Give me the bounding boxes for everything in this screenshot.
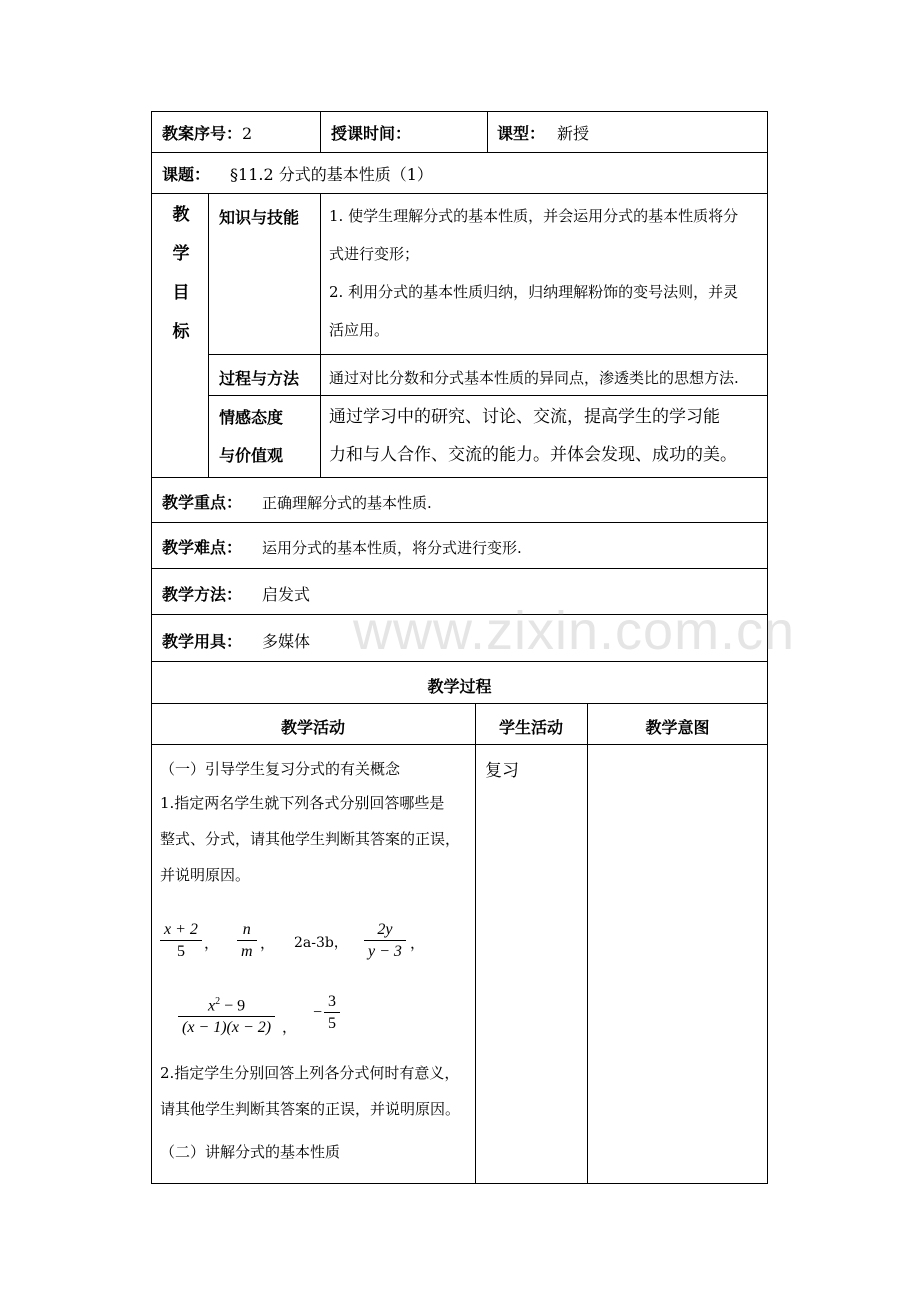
fraction-numerator: 2y	[377, 921, 393, 938]
separator: ，	[410, 934, 426, 952]
fraction-2y-over-y-minus-3	[364, 920, 406, 963]
instruction-line: 1.指定两名学生就下列各式分别回答哪些是	[160, 794, 445, 812]
fraction-x2-minus-9-over-product	[178, 992, 275, 1039]
key-point	[162, 490, 432, 513]
lesson-type-value: 新授	[557, 124, 590, 143]
key-point-value: 正确理解分式的基本性质.	[262, 494, 432, 512]
topic-value: §11.2 分式的基本性质（1）	[230, 165, 433, 184]
negative-sign: −	[313, 1004, 323, 1021]
fraction-denominator: 5	[176, 943, 185, 960]
separator: ，	[204, 934, 220, 952]
teaching-method-label: 教学方法：	[162, 585, 243, 604]
fraction-x-plus-2-over-5	[160, 920, 202, 963]
fraction-numerator: 3	[328, 993, 336, 1010]
teaching-method	[162, 582, 310, 605]
lesson-type	[497, 121, 589, 144]
lesson-number-label: 教案序号：	[162, 124, 243, 143]
lesson-type-label: 课型：	[497, 124, 546, 143]
teaching-tools-value: 多媒体	[262, 632, 311, 651]
fraction-denominator: (x − 1)(x − 2)	[182, 1019, 272, 1037]
process-method-text: 通过对比分数和分式基本性质的异同点，渗透类比的思想方法.	[329, 369, 739, 387]
column-header-student: 学生活动	[498, 718, 563, 737]
topic-label: 课题：	[162, 165, 211, 184]
section-review-heading: （一）引导学生复习分式的有关概念	[160, 760, 401, 778]
separator: ，	[282, 1018, 298, 1036]
instruction-line: 请其他学生判断其答案的正误，并说明原因。	[160, 1100, 461, 1118]
emotion-label	[219, 407, 283, 467]
emotion-line: 通过学习中的研究、讨论、交流，提高学生的学习能	[329, 407, 720, 427]
objectives-label-char: 标	[172, 322, 190, 342]
class-time-label: 授课时间：	[331, 124, 412, 143]
process-method-label: 过程与方法	[219, 369, 300, 388]
objectives-label-char: 教	[172, 205, 190, 225]
topic	[162, 162, 433, 185]
expression-2a-3b: 2a-3b，	[294, 935, 348, 951]
section-property-heading: （二）讲解分式的基本性质	[160, 1143, 341, 1161]
fraction-numerator	[204, 992, 249, 1016]
key-point-label: 教学重点：	[162, 493, 243, 512]
numerator-base: x	[207, 997, 216, 1015]
fraction-3-over-5	[324, 992, 340, 1035]
fraction-denominator: m	[241, 943, 253, 960]
student-activity-review: 复习	[485, 761, 519, 781]
instruction-line: 2.指定学生分别回答上列各分式何时有意义，	[160, 1064, 460, 1082]
teaching-tools	[162, 629, 310, 652]
emotion-label-line: 情感态度	[219, 408, 284, 427]
objectives-label	[168, 196, 194, 352]
fraction-denominator: 5	[328, 1015, 336, 1032]
separator: ，	[260, 934, 276, 952]
knowledge-label: 知识与技能	[219, 208, 300, 227]
difficulty-label: 教学难点：	[162, 538, 243, 557]
emotion-line: 力和与人合作、交流的能力。并体会发现、成功的美。	[329, 445, 737, 465]
emotion-text	[329, 406, 737, 466]
numerator-exponent: 2	[215, 996, 221, 1007]
fraction-n-over-m	[237, 920, 257, 963]
objectives-label-char: 目	[172, 283, 190, 303]
review-instruction-2	[160, 1063, 460, 1119]
fraction-denominator: y − 3	[368, 943, 402, 960]
review-instruction-1	[160, 793, 460, 885]
teaching-tools-label: 教学用具：	[162, 632, 243, 651]
fraction-numerator: x + 2	[164, 921, 198, 938]
lesson-number	[162, 121, 252, 144]
instruction-line: 并说明原因。	[160, 866, 251, 884]
knowledge-line: 活应用。	[329, 321, 390, 339]
difficulty	[162, 535, 522, 558]
fraction-numerator: n	[242, 921, 251, 938]
knowledge-line: 1. 使学生理解分式的基本性质，并会运用分式的基本性质将分	[329, 207, 739, 225]
lesson-number-value: 2	[242, 124, 253, 143]
teaching-method-value: 启发式	[262, 585, 311, 604]
numerator-rest: − 9	[220, 997, 246, 1015]
column-header-activity: 教学活动	[280, 718, 345, 737]
knowledge-line: 2. 利用分式的基本性质归纳，归纳理解粉饰的变号法则，并灵	[329, 283, 739, 301]
instruction-line: 整式、分式，请其他学生判断其答案的正误，	[160, 830, 461, 848]
knowledge-text	[329, 207, 738, 339]
difficulty-value: 运用分式的基本性质，将分式进行变形.	[262, 539, 522, 557]
objectives-label-char: 学	[172, 244, 190, 264]
column-header-intent: 教学意图	[645, 718, 710, 737]
process-title: 教学过程	[427, 677, 492, 696]
knowledge-line: 式进行变形；	[329, 245, 420, 263]
site-watermark: www.zixin.com.cn	[353, 601, 796, 661]
emotion-label-line: 与价值观	[219, 446, 284, 465]
